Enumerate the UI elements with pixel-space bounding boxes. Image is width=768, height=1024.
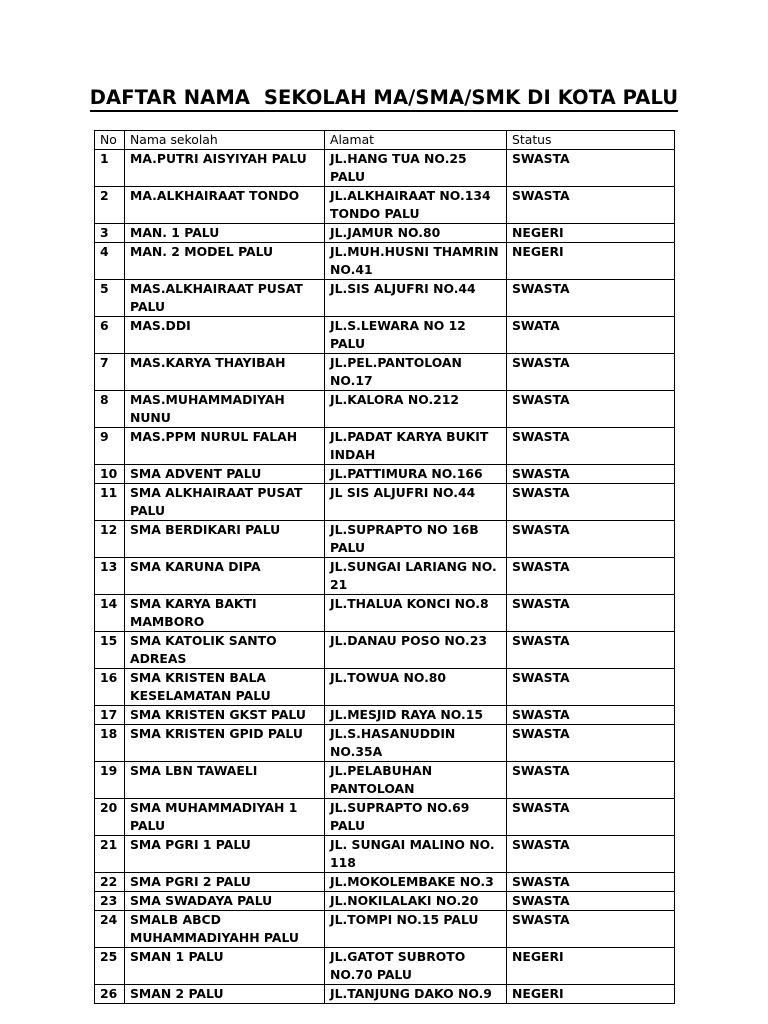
table-row <box>95 706 675 725</box>
cell-school-name: SMA KATOLIK SANTO ADREAS <box>125 632 325 669</box>
cell-no: 26 <box>95 985 125 1004</box>
cell-address: JL.TANJUNG DAKO NO.9 <box>325 985 507 1004</box>
cell-address: JL SIS ALJUFRI NO.44 <box>325 484 507 521</box>
table-row <box>95 391 675 428</box>
cell-no: 8 <box>95 391 125 428</box>
table-row <box>95 465 675 484</box>
cell-school-name: SMA KARYA BAKTI MAMBORO <box>125 595 325 632</box>
cell-address: JL.SUPRAPTO NO 16B PALU <box>325 521 507 558</box>
cell-status: SWASTA <box>507 595 675 632</box>
cell-school-name: MAS.MUHAMMADIYAH NUNU <box>125 391 325 428</box>
cell-no: 24 <box>95 911 125 948</box>
cell-address: JL.TOWUA NO.80 <box>325 669 507 706</box>
cell-school-name: SMA PGRI 2 PALU <box>125 873 325 892</box>
cell-school-name: SMAN 1 PALU <box>125 948 325 985</box>
table-row <box>95 484 675 521</box>
table-row <box>95 521 675 558</box>
cell-no: 22 <box>95 873 125 892</box>
cell-status: NEGERI <box>507 948 675 985</box>
cell-no: 10 <box>95 465 125 484</box>
cell-address: JL.TOMPI NO.15 PALU <box>325 911 507 948</box>
table-row <box>95 280 675 317</box>
cell-school-name: SMA LBN TAWAELI <box>125 762 325 799</box>
cell-no: 2 <box>95 187 125 224</box>
cell-status: SWASTA <box>507 725 675 762</box>
cell-status: SWASTA <box>507 706 675 725</box>
cell-no: 19 <box>95 762 125 799</box>
table-header-row <box>95 131 675 150</box>
cell-address: JL.KALORA NO.212 <box>325 391 507 428</box>
table-row <box>95 243 675 280</box>
cell-status: SWASTA <box>507 669 675 706</box>
cell-no: 23 <box>95 892 125 911</box>
cell-no: 7 <box>95 354 125 391</box>
table-row <box>95 799 675 836</box>
cell-status: SWASTA <box>507 799 675 836</box>
table-row <box>95 892 675 911</box>
table-row <box>95 911 675 948</box>
cell-school-name: SMA KRISTEN GKST PALU <box>125 706 325 725</box>
cell-address: JL.MUH.HUSNI THAMRIN NO.41 <box>325 243 507 280</box>
cell-status: SWASTA <box>507 391 675 428</box>
table-row <box>95 836 675 873</box>
header-school-name: Nama sekolah <box>125 131 325 150</box>
cell-status: SWASTA <box>507 354 675 391</box>
cell-no: 1 <box>95 150 125 187</box>
cell-school-name: SMA BERDIKARI PALU <box>125 521 325 558</box>
cell-school-name: SMA SWADAYA PALU <box>125 892 325 911</box>
cell-address: JL.SUNGAI LARIANG NO. 21 <box>325 558 507 595</box>
cell-no: 3 <box>95 224 125 243</box>
cell-status: SWASTA <box>507 632 675 669</box>
cell-status: SWASTA <box>507 762 675 799</box>
cell-address: JL.PELABUHAN PANTOLOAN <box>325 762 507 799</box>
cell-status: SWASTA <box>507 873 675 892</box>
cell-status: NEGERI <box>507 224 675 243</box>
cell-no: 5 <box>95 280 125 317</box>
cell-no: 4 <box>95 243 125 280</box>
cell-school-name: SMA ALKHAIRAAT PUSAT PALU <box>125 484 325 521</box>
cell-school-name: SMA KRISTEN BALA KESELAMATAN PALU <box>125 669 325 706</box>
table-row <box>95 669 675 706</box>
cell-status: SWASTA <box>507 521 675 558</box>
cell-no: 25 <box>95 948 125 985</box>
cell-school-name: MAS.ALKHAIRAAT PUSAT PALU <box>125 280 325 317</box>
cell-school-name: MAS.DDI <box>125 317 325 354</box>
table-row <box>95 873 675 892</box>
cell-status: SWASTA <box>507 484 675 521</box>
cell-address: JL.JAMUR NO.80 <box>325 224 507 243</box>
cell-school-name: MAN. 2 MODEL PALU <box>125 243 325 280</box>
table-row <box>95 558 675 595</box>
cell-school-name: SMAN 2 PALU <box>125 985 325 1004</box>
cell-status: SWASTA <box>507 428 675 465</box>
document-title <box>0 86 768 109</box>
school-table <box>94 130 675 1004</box>
cell-status: SWASTA <box>507 280 675 317</box>
cell-status: NEGERI <box>507 243 675 280</box>
cell-no: 12 <box>95 521 125 558</box>
cell-no: 11 <box>95 484 125 521</box>
table-row <box>95 187 675 224</box>
cell-status: SWASTA <box>507 465 675 484</box>
table-row <box>95 428 675 465</box>
cell-address: JL.GATOT SUBROTO NO.70 PALU <box>325 948 507 985</box>
table-row <box>95 224 675 243</box>
table-row <box>95 985 675 1004</box>
cell-no: 6 <box>95 317 125 354</box>
cell-address: JL.SIS ALJUFRI NO.44 <box>325 280 507 317</box>
cell-address: JL.PADAT KARYA BUKIT INDAH <box>325 428 507 465</box>
cell-school-name: SMA KARUNA DIPA <box>125 558 325 595</box>
cell-address: JL.HANG TUA NO.25 PALU <box>325 150 507 187</box>
cell-school-name: SMA MUHAMMADIYAH 1 PALU <box>125 799 325 836</box>
cell-no: 21 <box>95 836 125 873</box>
cell-address: JL.MOKOLEMBAKE NO.3 <box>325 873 507 892</box>
cell-status: SWASTA <box>507 150 675 187</box>
cell-no: 14 <box>95 595 125 632</box>
cell-address: JL.PATTIMURA NO.166 <box>325 465 507 484</box>
document-title-text: DAFTAR NAMA SEKOLAH MA/SMA/SMK DI KOTA PALU <box>90 86 678 112</box>
cell-no: 15 <box>95 632 125 669</box>
table-row <box>95 948 675 985</box>
cell-address: JL.ALKHAIRAAT NO.134 TONDO PALU <box>325 187 507 224</box>
cell-school-name: SMALB ABCD MUHAMMADIYAHH PALU <box>125 911 325 948</box>
table-row <box>95 354 675 391</box>
cell-school-name: SMA ADVENT PALU <box>125 465 325 484</box>
table-body <box>95 150 675 1004</box>
cell-no: 18 <box>95 725 125 762</box>
cell-address: JL.S.LEWARA NO 12 PALU <box>325 317 507 354</box>
table-row <box>95 150 675 187</box>
cell-no: 20 <box>95 799 125 836</box>
cell-school-name: MAN. 1 PALU <box>125 224 325 243</box>
cell-address: JL.SUPRAPTO NO.69 PALU <box>325 799 507 836</box>
cell-no: 13 <box>95 558 125 595</box>
table-row <box>95 317 675 354</box>
table-row <box>95 762 675 799</box>
table-row <box>95 725 675 762</box>
cell-no: 16 <box>95 669 125 706</box>
cell-status: NEGERI <box>507 985 675 1004</box>
cell-school-name: MA.ALKHAIRAAT TONDO <box>125 187 325 224</box>
cell-address: JL.DANAU POSO NO.23 <box>325 632 507 669</box>
cell-school-name: SMA PGRI 1 PALU <box>125 836 325 873</box>
cell-status: SWASTA <box>507 558 675 595</box>
cell-address: JL.S.HASANUDDIN NO.35A <box>325 725 507 762</box>
cell-school-name: MA.PUTRI AISYIYAH PALU <box>125 150 325 187</box>
cell-address: JL.PEL.PANTOLOAN NO.17 <box>325 354 507 391</box>
cell-address: JL. SUNGAI MALINO NO. 118 <box>325 836 507 873</box>
cell-status: SWASTA <box>507 892 675 911</box>
cell-address: JL.MESJID RAYA NO.15 <box>325 706 507 725</box>
header-address: Alamat <box>325 131 507 150</box>
cell-address: JL.NOKILALAKI NO.20 <box>325 892 507 911</box>
cell-status: SWATA <box>507 317 675 354</box>
cell-status: SWASTA <box>507 836 675 873</box>
cell-status: SWASTA <box>507 911 675 948</box>
cell-no: 17 <box>95 706 125 725</box>
header-no: No <box>95 131 125 150</box>
cell-address: JL.THALUA KONCI NO.8 <box>325 595 507 632</box>
cell-status: SWASTA <box>507 187 675 224</box>
table-row <box>95 632 675 669</box>
cell-no: 9 <box>95 428 125 465</box>
cell-school-name: MAS.PPM NURUL FALAH <box>125 428 325 465</box>
table-row <box>95 595 675 632</box>
cell-school-name: MAS.KARYA THAYIBAH <box>125 354 325 391</box>
header-status: Status <box>507 131 675 150</box>
cell-school-name: SMA KRISTEN GPID PALU <box>125 725 325 762</box>
